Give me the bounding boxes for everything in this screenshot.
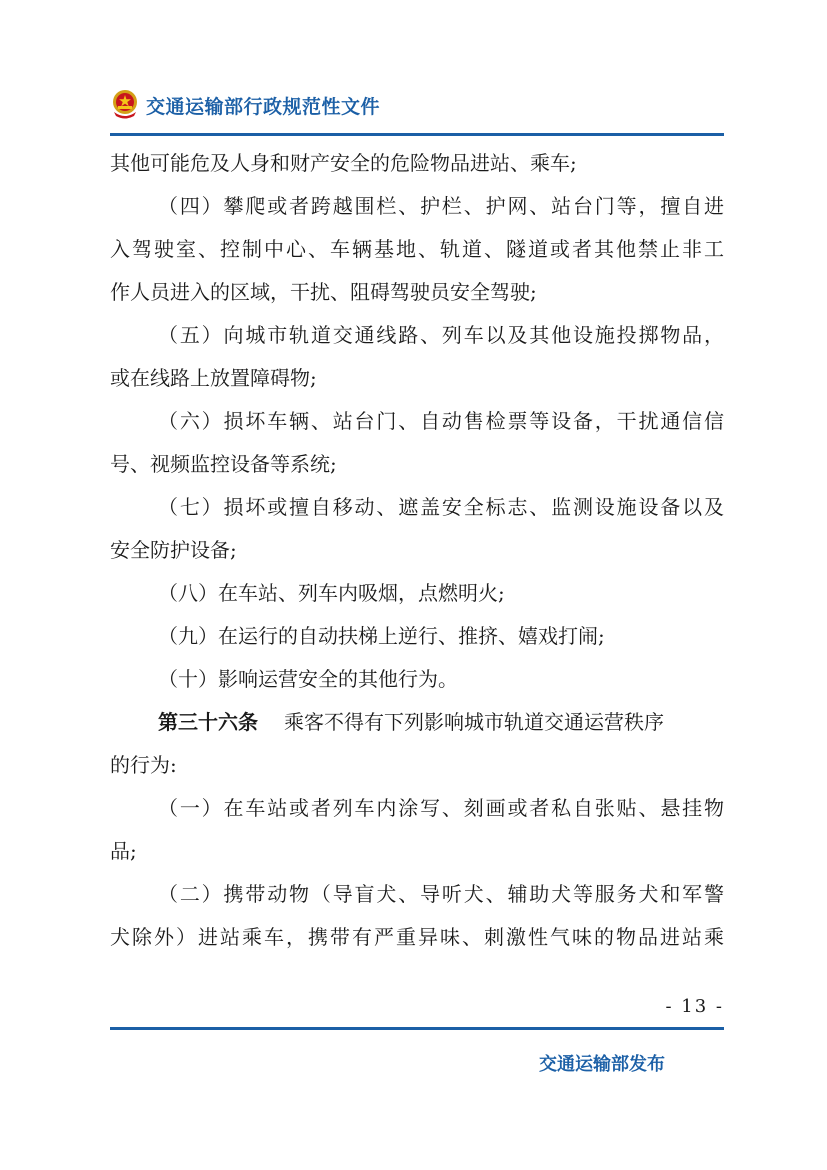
- text-line: 入驾驶室、控制中心、车辆基地、轨道、隧道或者其他禁止非工: [110, 237, 724, 261]
- article-number: 第三十六条: [158, 710, 258, 734]
- text-line: 的行为:: [110, 753, 177, 777]
- page-number: - 13 -: [665, 996, 724, 1017]
- text-line: （二）携带动物（导盲犬、导听犬、辅助犬等服务犬和军警: [158, 882, 724, 906]
- header-title: 交通运输部行政规范性文件: [146, 96, 381, 118]
- header-divider: [110, 133, 724, 136]
- article-line: [110, 701, 724, 744]
- text-line: （八）在车站、列车内吸烟，点燃明火;: [158, 581, 505, 605]
- text-line: （十）影响运营安全的其他行为。: [158, 667, 458, 691]
- national-emblem-icon: [110, 88, 140, 120]
- document-header: [110, 88, 724, 128]
- text-line: （一）在车站或者列车内涂写、刻画或者私自张贴、悬挂物: [158, 796, 724, 820]
- text-line: 或在线路上放置障碍物;: [110, 366, 317, 390]
- text-line: 犬除外）进站乘车，携带有严重异味、刺激性气味的物品进站乘: [110, 925, 724, 949]
- text-line: （七）损坏或擅自移动、遮盖安全标志、监测设施设备以及: [158, 495, 724, 519]
- text-line: 其他可能危及人身和财产安全的危险物品进站、乘车;: [110, 151, 577, 175]
- article-text: 乘客不得有下列影响城市轨道交通运营秩序: [284, 710, 664, 734]
- text-line: （四）攀爬或者跨越围栏、护栏、护网、站台门等，擅自进: [158, 194, 724, 218]
- footer-divider: [110, 1027, 724, 1030]
- text-line: 品;: [110, 839, 137, 863]
- text-line: 号、视频监控设备等系统;: [110, 452, 337, 476]
- text-line: （六）损坏车辆、站台门、自动售检票等设备，干扰通信信: [158, 409, 724, 433]
- text-line: （五）向城市轨道交通线路、列车以及其他设施投掷物品，: [158, 323, 724, 347]
- text-line: 作人员进入的区域，干扰、阻碍驾驶员安全驾驶;: [110, 280, 537, 304]
- text-line: 安全防护设备;: [110, 538, 237, 562]
- document-body: [110, 142, 724, 959]
- text-line: （九）在运行的自动扶梯上逆行、推挤、嬉戏打闹;: [158, 624, 605, 648]
- footer-publisher: 交通运输部发布: [539, 1054, 665, 1075]
